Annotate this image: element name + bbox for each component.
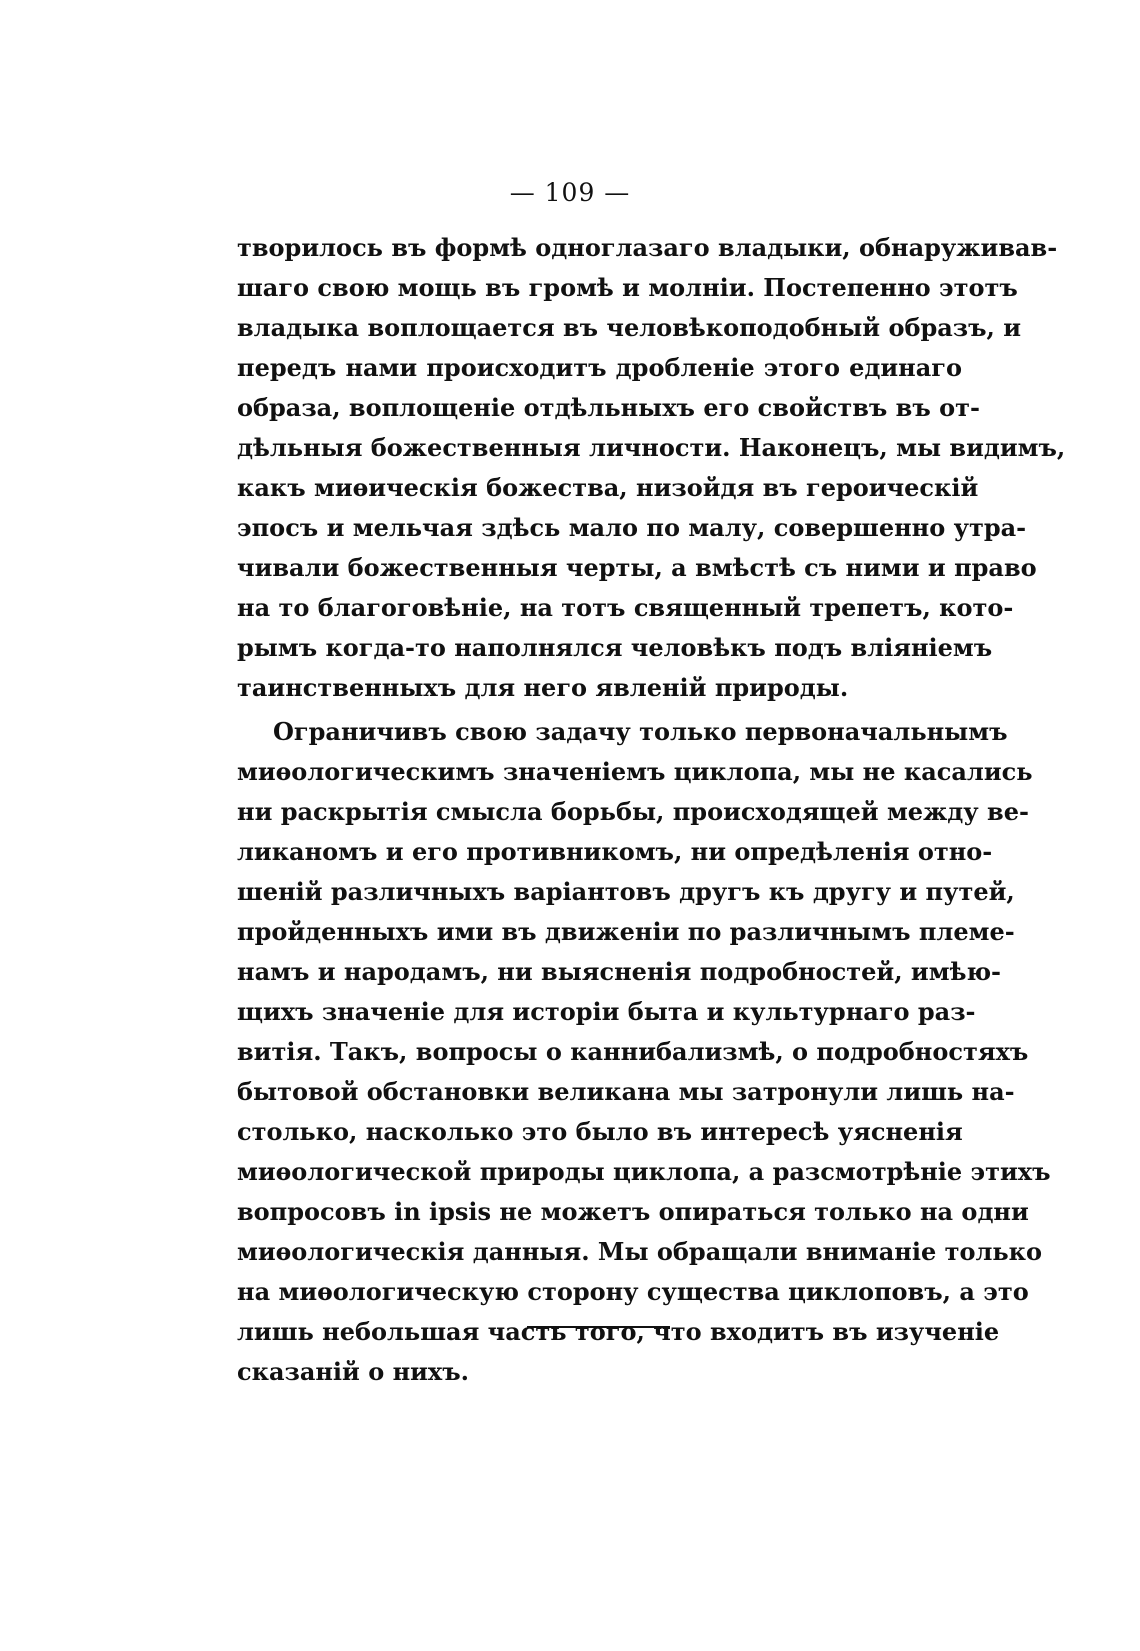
text-line: щихъ значеніе для исторіи быта и культурнаго раз- xyxy=(237,997,976,1026)
text-line: Ограничивъ свою задачу только первоначальнымъ xyxy=(273,717,1008,746)
text-line: дѣльныя божественныя личности. Наконецъ, мы видимъ, xyxy=(237,433,1066,462)
text-line: передъ нами происходитъ дробленіе этого единаго xyxy=(237,353,962,382)
text-line: вопросовъ in ipsis не можетъ опираться только на одни xyxy=(237,1197,1029,1226)
text-line: образа, воплощеніе отдѣльныхъ его свойствъ въ от- xyxy=(237,393,980,422)
text-line: шаго свою мощь въ громѣ и молніи. Постепенно этотъ xyxy=(237,273,1018,302)
text-line: лишь небольшая часть того, что входитъ въ изученіе xyxy=(237,1317,1000,1346)
text-line: шеній различныхъ варіантовъ другъ къ другу и путей, xyxy=(237,877,1015,906)
text-line: на то благоговѣніе, на тотъ священный трепетъ, кото- xyxy=(237,593,1014,622)
text-line: миѳологическимъ значеніемъ циклопа, мы не касались xyxy=(237,757,1033,786)
text-line: чивали божественныя черты, а вмѣстѣ съ ними и право xyxy=(237,553,1037,582)
text-line: рымъ когда-то наполнялся человѣкъ подъ вліяніемъ xyxy=(237,633,993,662)
text-line: ни раскрытія смысла борьбы, происходящей между ве- xyxy=(237,797,1029,826)
text-line: столько, насколько это было въ интересѣ уясненія xyxy=(237,1117,963,1146)
paragraph xyxy=(237,712,1051,1392)
text-line: миѳологической природы циклопа, а разсмотрѣніе этихъ xyxy=(237,1157,1051,1186)
text-line: витія. Такъ, вопросы о каннибализмѣ, о подробностяхъ xyxy=(237,1037,1029,1066)
text-line: намъ и народамъ, ни выясненія подробностей, имѣю- xyxy=(237,957,1002,986)
text-body xyxy=(237,228,1066,1392)
text-line: миѳологическія данныя. Мы обращали вниманіе только xyxy=(237,1237,1043,1266)
text-line: пройденныхъ ими въ движеніи по различнымъ племе- xyxy=(237,917,1015,946)
text-line: сказаній о нихъ. xyxy=(237,1357,470,1386)
section-end-rule xyxy=(527,1326,670,1328)
text-line: творилось въ формѣ одноглазаго владыки, обнаруживав- xyxy=(237,233,1058,262)
text-line: владыка воплощается въ человѣкоподобный образъ, и xyxy=(237,313,1022,342)
page-number: — 109 — xyxy=(509,178,631,207)
text-line: эпосъ и мельчая здѣсь мало по малу, совершенно утра- xyxy=(237,513,1027,542)
text-line: какъ миѳическія божества, низойдя въ героическій xyxy=(237,473,979,502)
text-line: на миѳологическую сторону существа циклоповъ, а это xyxy=(237,1277,1029,1306)
paragraph xyxy=(237,228,1066,708)
text-line: ликаномъ и его противникомъ, ни опредѣленія отно- xyxy=(237,837,993,866)
text-line: бытовой обстановки великана мы затронули лишь на- xyxy=(237,1077,1015,1106)
text-line: таинственныхъ для него явленій природы. xyxy=(237,673,849,702)
